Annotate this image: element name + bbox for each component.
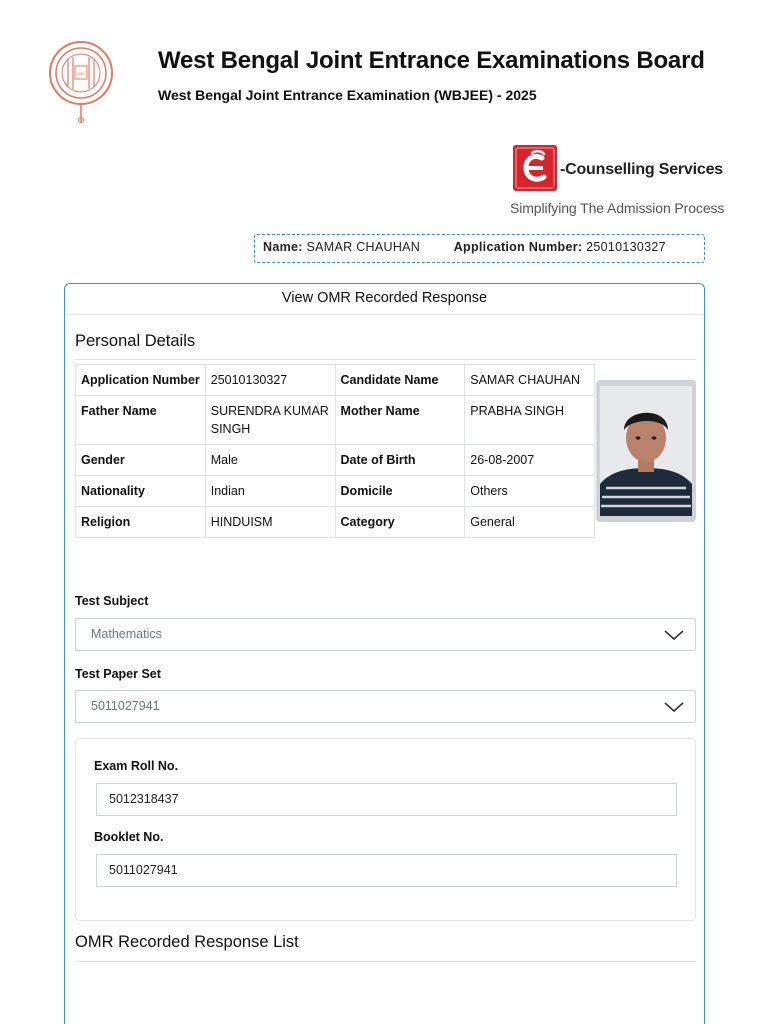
application-number-label: Application Number:	[453, 240, 583, 254]
exam-roll-label: Exam Roll No.	[94, 759, 179, 773]
field-value: General	[465, 507, 595, 538]
e-counselling-logo-icon	[512, 144, 558, 192]
test-paper-set-select[interactable]	[75, 690, 696, 723]
field-label: Candidate Name	[335, 365, 465, 396]
field-value: 25010130327	[205, 365, 335, 396]
candidate-photo	[596, 380, 696, 522]
field-label: Mother Name	[335, 396, 465, 445]
table-row	[76, 365, 595, 396]
field-value: PRABHA SINGH	[465, 396, 595, 445]
chevron-down-icon	[663, 628, 685, 642]
test-subject-label: Test Subject	[75, 594, 149, 608]
table-row	[76, 507, 595, 538]
exam-details-panel	[75, 738, 696, 921]
field-label: Date of Birth	[335, 445, 465, 476]
section-divider	[75, 359, 696, 360]
field-label: Religion	[76, 507, 206, 538]
field-value: Others	[465, 476, 595, 507]
field-value: Indian	[205, 476, 335, 507]
field-value: 26-08-2007	[465, 445, 595, 476]
omr-response-card	[64, 283, 705, 1024]
booklet-field[interactable]: 5011027941	[96, 854, 677, 887]
application-number-value: 25010130327	[586, 240, 666, 254]
board-title: West Bengal Joint Entrance Examinations Board	[158, 47, 705, 74]
personal-details-heading: Personal Details	[75, 332, 196, 350]
field-value: Male	[205, 445, 335, 476]
booklet-label: Booklet No.	[94, 830, 164, 844]
e-counselling-name: -Counselling Services	[560, 161, 723, 178]
seal-year-text: 1962	[76, 71, 86, 76]
candidate-photo-image	[596, 380, 696, 522]
field-label: Nationality	[76, 476, 206, 507]
card-title: View OMR Recorded Response	[65, 284, 704, 315]
field-label: Category	[335, 507, 465, 538]
table-row	[76, 445, 595, 476]
omr-response-list-heading: OMR Recorded Response List	[75, 933, 299, 951]
exam-roll-field[interactable]: 5012318437	[96, 783, 677, 816]
field-label: Father Name	[76, 396, 206, 445]
table-row	[76, 476, 595, 507]
field-value: SURENDRA KUMAR SINGH	[205, 396, 335, 445]
field-value: SAMAR CHAUHAN	[465, 365, 595, 396]
name-value: SAMAR CHAUHAN	[306, 240, 421, 254]
test-paper-set-label: Test Paper Set	[75, 667, 161, 681]
exam-subtitle: West Bengal Joint Entrance Examination (WBJEE) - 2025	[158, 87, 537, 103]
field-label: Gender	[76, 445, 206, 476]
field-value: HINDUISM	[205, 507, 335, 538]
chevron-down-icon	[663, 700, 685, 714]
wbjeeb-seal-logo	[48, 40, 114, 126]
name-label: Name:	[263, 240, 303, 254]
field-label: Application Number	[76, 365, 206, 396]
table-row	[76, 396, 595, 445]
field-label: Domicile	[335, 476, 465, 507]
personal-details-table	[75, 364, 595, 538]
e-counselling-tagline: Simplifying The Admission Process	[510, 200, 725, 216]
test-paper-set-value: 5011027941	[91, 699, 160, 713]
test-subject-select[interactable]	[75, 618, 696, 651]
test-subject-value: Mathematics	[91, 627, 162, 641]
section-divider	[75, 961, 696, 962]
candidate-id-bar	[254, 234, 705, 263]
